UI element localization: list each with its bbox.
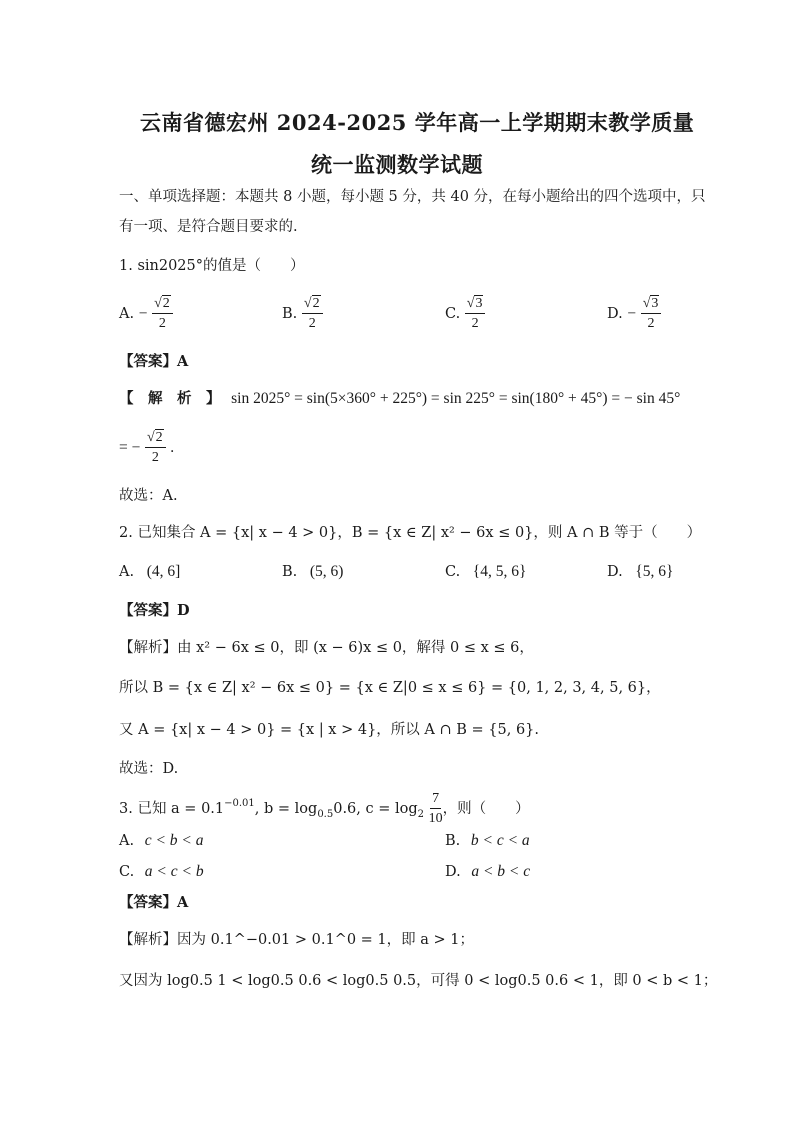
option-value: b < c < a [470,832,530,849]
option-label: B. [282,306,298,322]
q2-analysis-line3: 又 A = {x| x − 4 > 0} = {x | x > 4}，所以 A ∩ B = {5, 6}. [119,722,540,738]
q3-option-c [119,862,204,882]
denominator: 2 [471,316,479,331]
option-value: {4, 5, 6} [472,563,527,580]
option-label: A. [119,833,135,849]
denominator: 2 [158,316,166,331]
q3-answer: 【答案】A [119,894,189,911]
radicand: 3 [651,296,659,311]
stem-prefix: 3. 已知 a = 0.1 [119,801,225,817]
analysis-label: 【 解 析 】 [119,390,221,407]
q1-option-a [119,297,173,331]
q1-answer: 【答案】A [119,353,189,370]
stem-mid2: 0.6, c = log [333,801,418,817]
stem-mid: , b = log [254,801,318,817]
document-title-line2: 统一监测数学试题 [311,152,483,177]
q1-result [119,431,174,465]
stem-fraction [429,792,443,826]
q3-analysis-line1: 【解析】因为 0.1^−0.01 > 0.1^0 = 1，即 a > 1； [119,932,474,948]
radicand: 3 [475,296,483,311]
option-label: A. [119,306,135,322]
section-heading-line2: 有一项、是符合题目要求的. [119,219,298,235]
q2-option-d [607,562,673,582]
option-value: {5, 6} [635,563,674,580]
numerator: 7 [430,792,441,809]
option-label: B. [282,564,298,580]
q1-stem: 1. sin2025°的值是（ ） [119,258,305,274]
denominator: 2 [308,316,316,331]
option-label: D. [607,306,623,322]
option-label: C. [445,306,461,322]
option-fraction: $\frac{√2}{2}$ [152,297,173,331]
q3-analysis-line2: 又因为 log0.5 1 < log0.5 0.6 < log0.5 0.5，可得 0 < log0.5 0.6 < 1，即 0 < b < 1； [119,973,718,989]
denominator: 2 [647,316,655,331]
option-value: a < c < b [144,863,204,880]
option-label: B. [445,833,461,849]
stem-suffix: ，则（ ） [442,801,530,817]
section-heading-line1: 一、单项选择题：本题共 8 小题，每小题 5 分，共 40 分，在每小题给出的四个选项中，只 [119,189,706,205]
q1-option-c [445,297,485,331]
radicand: 2 [155,430,163,445]
q1-analysis [119,389,680,409]
q2-option-a [119,562,180,582]
q2-answer: 【答案】D [119,602,190,619]
q2-stem: 2. 已知集合 A = {x| x − 4 > 0}，B = {x ∈ Z| x² − 6x ≤ 0}，则 A ∩ B 等于（ ） [119,525,702,541]
option-label: C. [445,564,461,580]
q1-conclusion: 故选：A. [119,488,178,504]
option-value: a < b < c [471,863,531,880]
denominator: 10 [428,811,443,826]
option-fraction: $\frac{√2}{2}$ [302,297,323,331]
analysis-expression: sin 2025° = sin(5×360° + 225°) = sin 225° = sin(180° + 45°) = − sin 45° [231,390,681,407]
result-fraction: $\frac{√2}{2}$ [145,431,166,465]
q3-option-d [445,862,530,882]
option-value: c < b < a [144,832,204,849]
q3-option-a [119,831,204,851]
q2-option-b [282,562,343,582]
q2-option-c [445,562,526,582]
option-fraction: $\frac{√3}{2}$ [641,297,662,331]
radicand: 2 [162,296,170,311]
q1-option-b [282,297,323,331]
denominator: 2 [151,450,159,465]
radicand: 2 [312,296,320,311]
option-label: C. [119,864,135,880]
q1-option-d [607,297,661,331]
q2-conclusion: 故选：D. [119,761,179,777]
document-title-line1: 云南省德宏州 2024-2025 学年高一上学期期末教学质量 [140,110,695,135]
option-value: (4, 6] [146,563,181,580]
result-suffix: . [170,439,175,456]
option-label: D. [445,864,461,880]
stem-exponent: −0.01 [224,798,255,809]
q2-analysis-line1: 【解析】由 x² − 6x ≤ 0，即 (x − 6)x ≤ 0，解得 0 ≤ x ≤ 6， [119,640,534,656]
option-label: A. [119,564,135,580]
option-fraction: $\frac{√3}{2}$ [465,297,486,331]
stem-log-base-2: 2 [417,809,425,820]
q2-analysis-line2: 所以 B = {x ∈ Z| x² − 6x ≤ 0} = {x ∈ Z|0 ≤ x ≤ 6} = {0, 1, 2, 3, 4, 5, 6}， [119,680,661,696]
option-sign: − [138,305,148,322]
option-label: D. [607,564,623,580]
q3-option-b [445,831,530,851]
stem-log-base-1: 0.5 [317,809,334,820]
option-sign: − [627,305,637,322]
q3-stem [119,792,530,826]
option-value: (5, 6) [309,563,344,580]
result-prefix: = − [119,439,141,456]
